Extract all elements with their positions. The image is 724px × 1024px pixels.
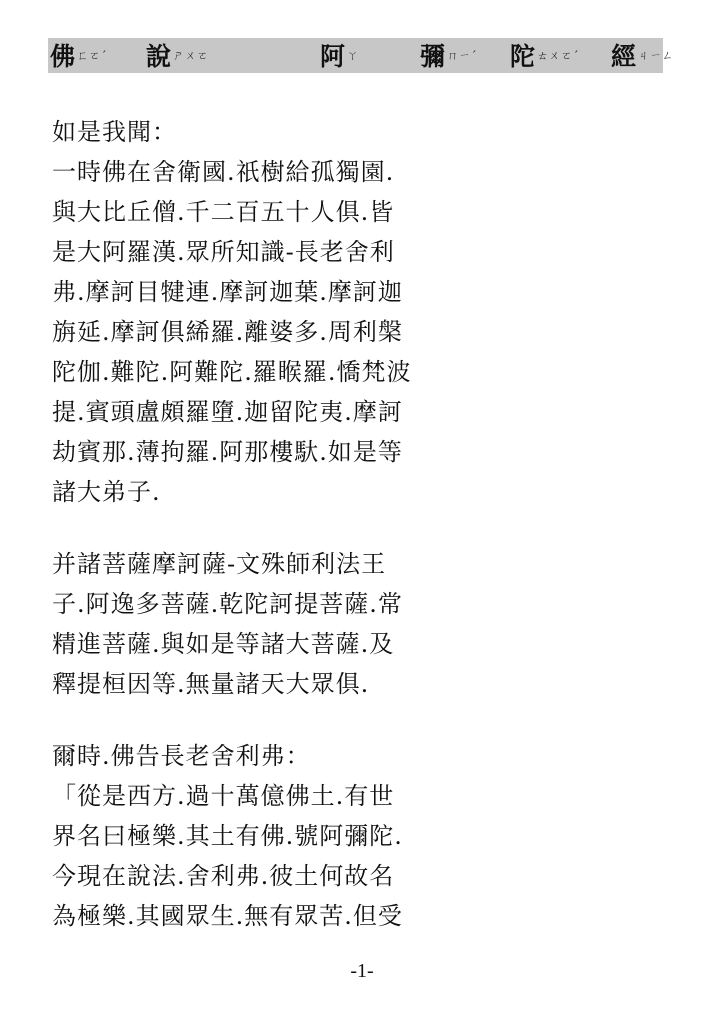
text-line-12: 子.阿逸多菩薩.乾陀訶提菩薩.常 [52,590,403,618]
text-line-8: 提.賓頭盧頗羅墮.迦留陀夷.摩訶 [52,398,403,426]
text-line-10: 諸大弟子. [52,478,161,506]
text-line-13: 精進菩薩.與如是等諸大菩薩.及 [52,630,395,658]
text-line-7: 陀伽.難陀.阿難陀.羅睺羅.憍梵波 [52,358,412,386]
text-line-1: 如是我聞： [52,118,177,146]
title-bar [48,38,675,73]
text-line-19: 為極樂.其國眾生.無有眾苦.但受 [52,902,403,930]
title-char-6: 經 $^{ㄐㄧㄥ}$ [611,42,675,71]
text-line-11: 并諸菩薩摩訶薩-文殊師利法王 [52,550,387,578]
text-line-16: 「從是西方.過十萬億佛土.有世 [52,782,395,810]
text-line-3: 與大比丘僧.千二百五十人俱.皆 [52,198,395,226]
title-char-3: 阿 $^ㄚ$ [320,42,360,71]
sutra-body [52,112,672,936]
title-char-1: 佛 $^{ㄈㄛˊ}$ [50,42,108,71]
text-line-5: 弗.摩訶目犍連.摩訶迦葉.摩訶迦 [52,278,403,306]
paragraph-gap [52,704,672,736]
text-line-15: 爾時.佛告長老舍利弗： [52,742,311,770]
text-line-4: 是大阿羅漢.眾所知識-長老舍利 [52,238,395,266]
text-line-17: 界名曰極樂.其土有佛.號阿彌陀. [52,822,403,850]
text-line-9: 劫賓那.薄拘羅.阿那樓馱.如是等 [52,438,403,466]
title-char-4: 彌 $^{ㄇㄧˊ}$ [420,42,478,71]
page-number: -1- [350,960,374,982]
title-char-2: 說 $^{ㄕㄨㄛ}$ [146,42,210,71]
paragraph-gap [52,512,672,544]
text-line-6: 旃延.摩訶俱絺羅.離婆多.周利槃 [52,318,403,346]
text-line-14: 釋提桓因等.無量諸天大眾俱. [52,670,370,698]
text-line-18: 今現在說法.舍利弗.彼土何故名 [52,862,395,890]
title-char-5: 陀 $^{ㄊㄨㄛˊ}$ [510,42,580,71]
text-line-2: 一時佛在舍衛國.祇樹給孤獨園. [52,158,395,186]
